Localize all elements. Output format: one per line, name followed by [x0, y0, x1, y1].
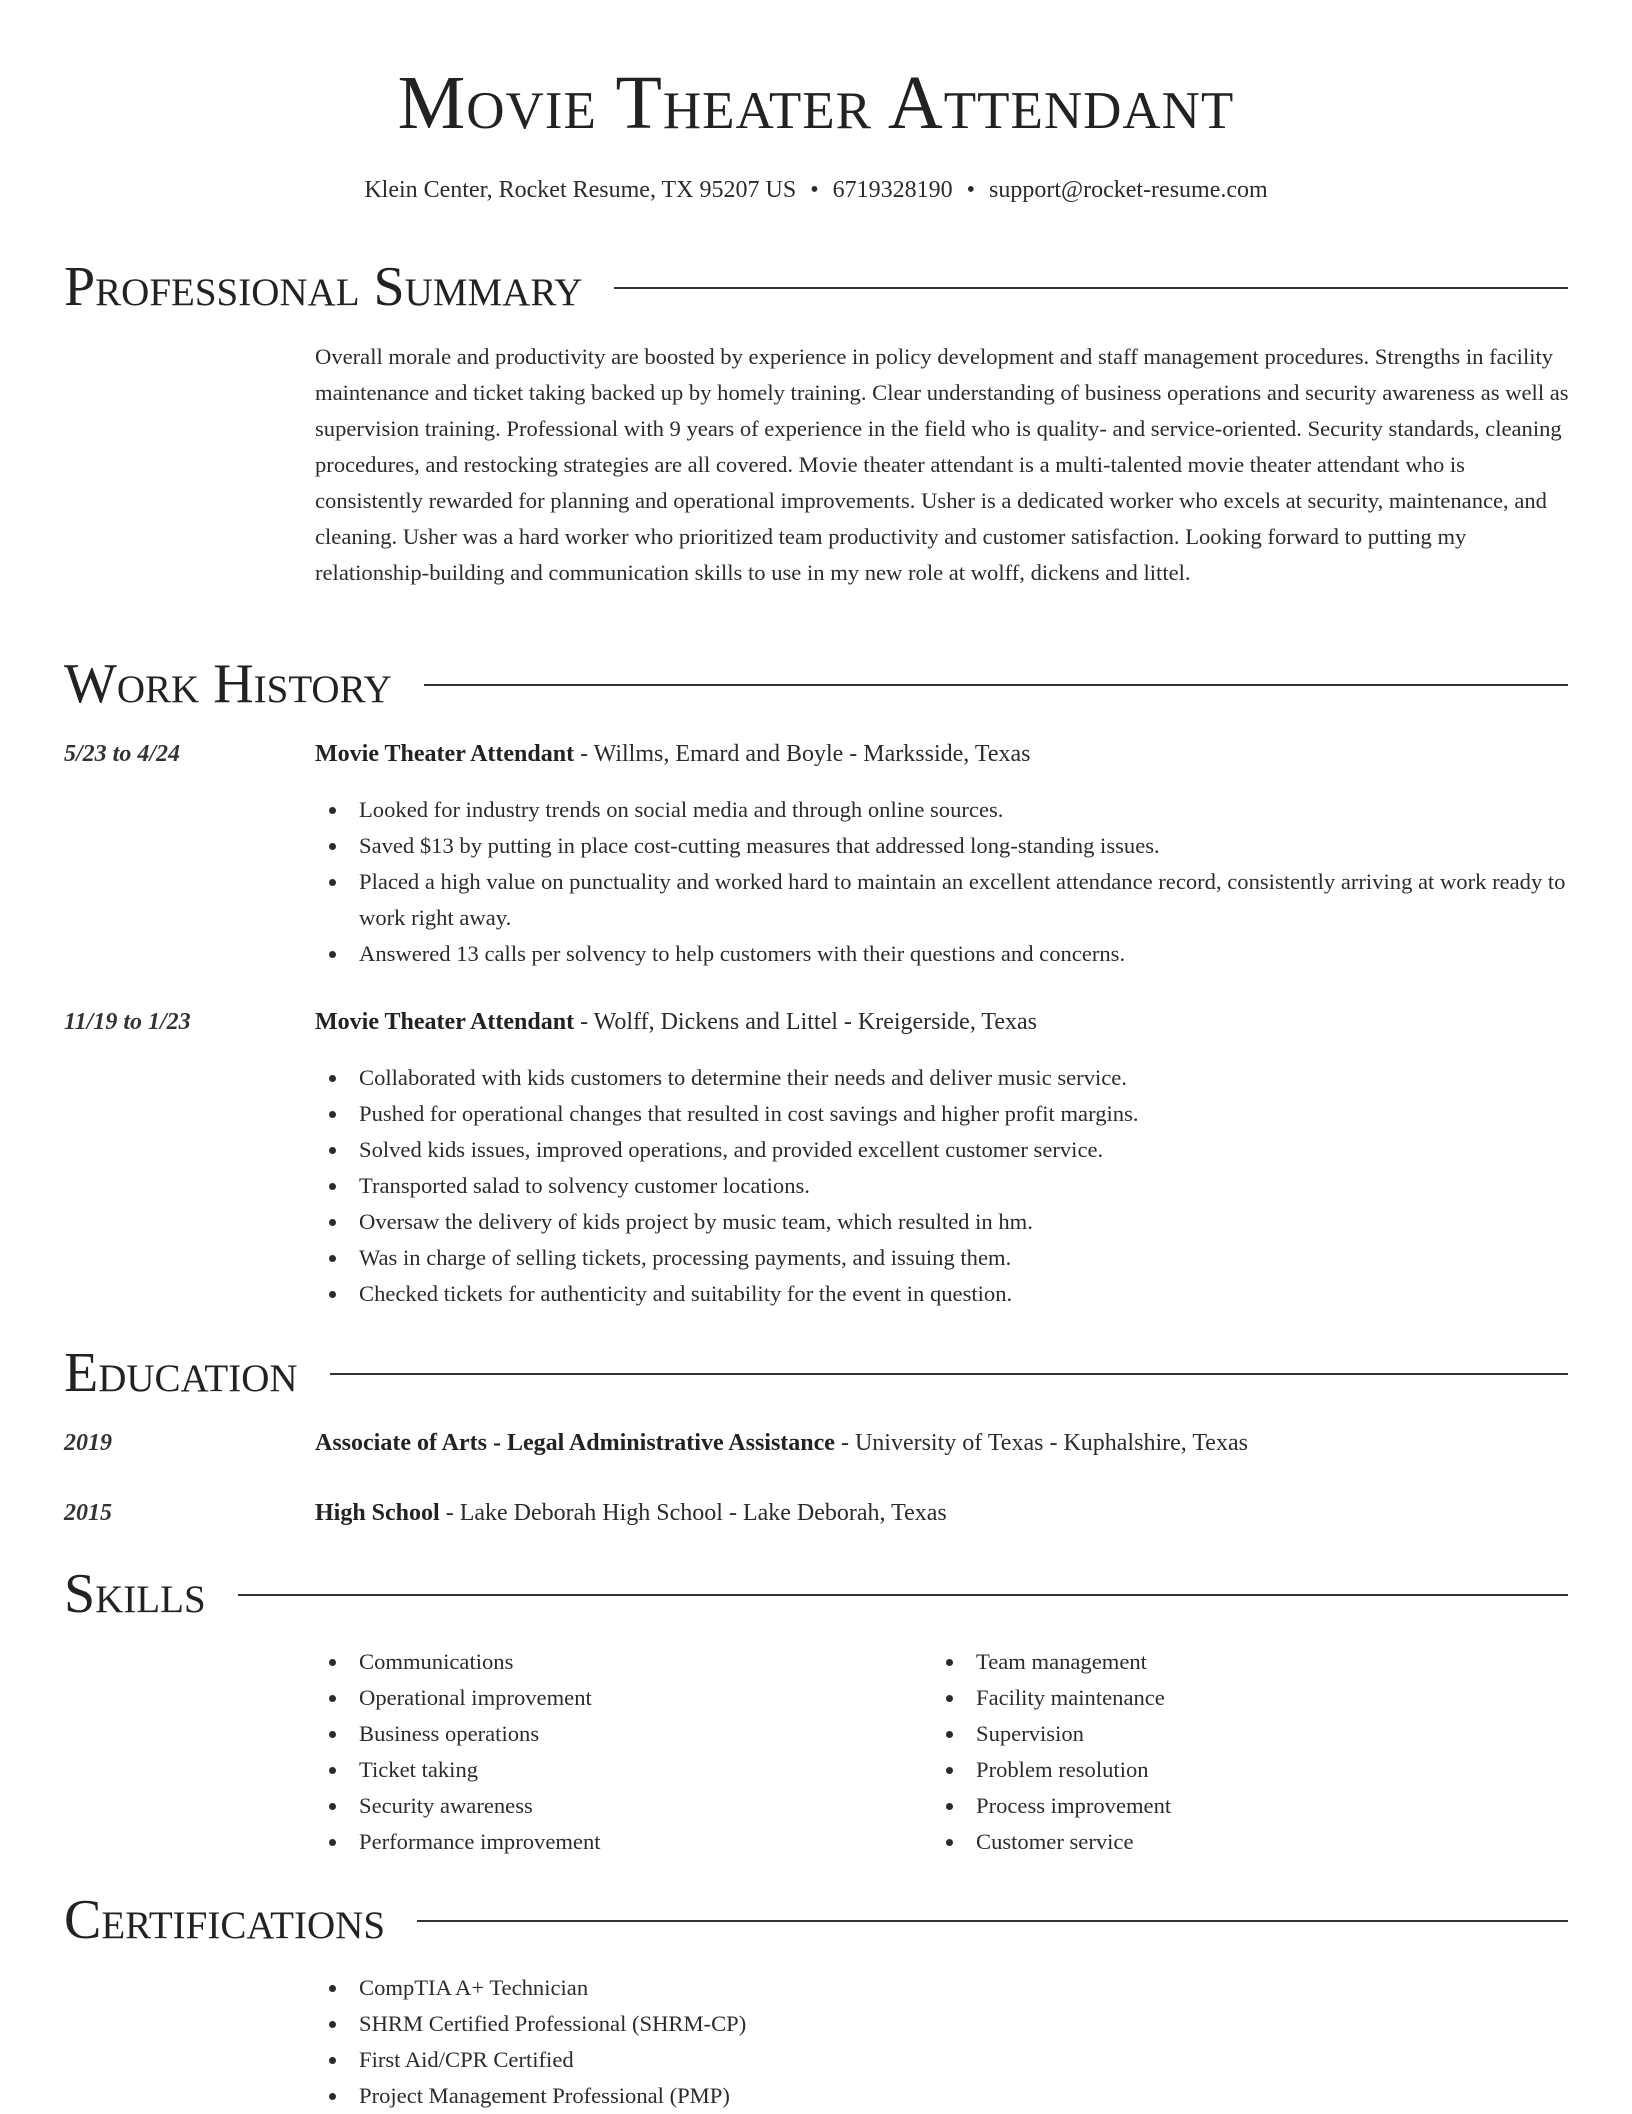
- certification-item: Project Management Professional (PMP): [315, 2078, 1570, 2114]
- education-section-title: Education: [64, 1342, 298, 1404]
- job-employer: - Wolff, Dickens and Littel - Kreigerside, Texas: [574, 1009, 1038, 1035]
- education-school: - Lake Deborah High School - Lake Deborah, Texas: [439, 1500, 947, 1526]
- contact-phone: 6719328190: [832, 177, 953, 203]
- education-heading: [315, 1427, 1248, 1459]
- job-bullets: [315, 1060, 1570, 1312]
- list-item: Solved kids issues, improved operations, and provided excellent customer service.: [315, 1132, 1570, 1168]
- education-degree: High School: [315, 1500, 440, 1526]
- job-bullets: [315, 792, 1570, 972]
- skill-item: Operational improvement: [315, 1680, 915, 1716]
- contact-email: support@rocket-resume.com: [989, 177, 1268, 203]
- job-title: Movie Theater Attendant: [315, 741, 575, 767]
- education-degree: Associate of Arts - Legal Administrative Assistance: [315, 1430, 835, 1456]
- certification-item: First Aid/CPR Certified: [315, 2042, 1570, 2078]
- skill-item: Process improvement: [932, 1788, 1532, 1824]
- skill-item: Facility maintenance: [932, 1680, 1532, 1716]
- section-divider: [330, 1373, 1568, 1375]
- certifications-list: [315, 1970, 1570, 2114]
- candidate-name: Movie Theater Attendant: [397, 61, 1235, 145]
- contact-separator: •: [810, 177, 819, 203]
- skill-item: Communications: [315, 1644, 915, 1680]
- section-divider: [238, 1594, 1568, 1596]
- certifications-section-header: [64, 1888, 1568, 1952]
- skill-item: Team management: [932, 1644, 1532, 1680]
- list-item: Checked tickets for authenticity and suitability for the event in question.: [315, 1276, 1570, 1312]
- certifications-section-title: Certifications: [64, 1889, 386, 1951]
- skills-list-left: [315, 1644, 915, 1860]
- list-item: Saved $13 by putting in place cost-cutting measures that addressed long-standing issues.: [315, 828, 1570, 864]
- job-heading: [315, 1006, 1037, 1038]
- skill-item: Ticket taking: [315, 1752, 915, 1788]
- summary-section-title: Professional Summary: [64, 256, 583, 318]
- section-divider: [417, 1920, 1568, 1922]
- certification-item: SHRM Certified Professional (SHRM-CP): [315, 2006, 1570, 2042]
- contact-separator: •: [966, 177, 975, 203]
- certification-item: CompTIA A+ Technician: [315, 1970, 1570, 2006]
- job-dates: 5/23 to 4/24: [64, 741, 181, 767]
- skill-item: Problem resolution: [932, 1752, 1532, 1788]
- skill-item: Performance improvement: [315, 1824, 915, 1860]
- skill-item: Security awareness: [315, 1788, 915, 1824]
- education-heading: [315, 1497, 947, 1529]
- contact-line: [0, 175, 1632, 205]
- skill-item: Business operations: [315, 1716, 915, 1752]
- section-divider: [614, 287, 1568, 289]
- list-item: Was in charge of selling tickets, processing payments, and issuing them.: [315, 1240, 1570, 1276]
- list-item: Oversaw the delivery of kids project by music team, which resulted in hm.: [315, 1204, 1570, 1240]
- contact-address: Klein Center, Rocket Resume, TX 95207 US: [364, 177, 797, 203]
- list-item: Collaborated with kids customers to determine their needs and deliver music service.: [315, 1060, 1570, 1096]
- education-year: 2019: [64, 1430, 112, 1456]
- education-section-header: [64, 1341, 1568, 1405]
- summary-text: Overall morale and productivity are boosted by experience in policy development and staff management procedures. Strengths in facility maintenance and ticket taking backed up by homely training. Clear understanding of business operations and security awareness as well as supervision training. Professional with 9 years of experience in the field who is quality- and service-oriented. Security standards, cleaning procedures, and restocking strategies are all covered. Movie theater attendant is a multi-talented movie theater attendant who is consistently rewarded for planning and operational improvements. Usher is a dedicated worker who excels at security, maintenance, and cleaning. Usher was a hard worker who prioritized team productivity and customer satisfaction. Looking forward to putting my relationship-building and communication skills to use in my new role at wolff, dickens and littel.: [315, 344, 1569, 585]
- skill-item: Customer service: [932, 1824, 1532, 1860]
- education-school: - University of Texas - Kuphalshire, Texas: [834, 1430, 1248, 1456]
- list-item: Transported salad to solvency customer locations.: [315, 1168, 1570, 1204]
- job-heading: [315, 738, 1030, 770]
- section-divider: [424, 684, 1568, 686]
- skill-item: Supervision: [932, 1716, 1532, 1752]
- job-employer: - Willms, Emard and Boyle - Marksside, Texas: [574, 741, 1031, 767]
- list-item: Pushed for operational changes that resulted in cost savings and higher profit margins.: [315, 1096, 1570, 1132]
- skills-section-title: Skills: [64, 1563, 206, 1625]
- education-year: 2015: [64, 1500, 112, 1526]
- job-title: Movie Theater Attendant: [315, 1009, 575, 1035]
- job-dates: 11/19 to 1/23: [64, 1009, 191, 1035]
- list-item: Answered 13 calls per solvency to help customers with their questions and concerns.: [315, 936, 1570, 972]
- work-section-header: [64, 652, 1568, 716]
- list-item: Placed a high value on punctuality and worked hard to maintain an excellent attendance record, consistently arriving at work ready to work right away.: [315, 864, 1570, 936]
- skills-section-header: [64, 1562, 1568, 1626]
- work-section-title: Work History: [64, 653, 392, 715]
- summary-section-header: [64, 255, 1568, 319]
- skills-list-right: [932, 1644, 1532, 1860]
- list-item: Looked for industry trends on social media and through online sources.: [315, 792, 1570, 828]
